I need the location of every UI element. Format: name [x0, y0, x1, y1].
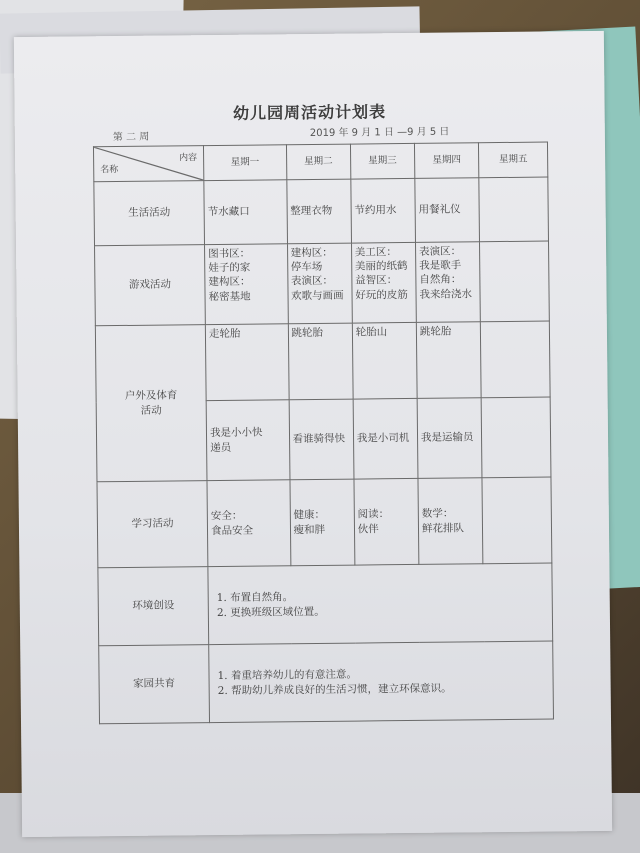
- learning-mon-line: 食品安全: [210, 524, 254, 537]
- environment-item: 1. 布置自然角。: [216, 591, 294, 605]
- weekly-plan-table: [93, 142, 554, 725]
- life-cell-wed: 节约用水: [351, 178, 416, 243]
- learning-cell-tue: [290, 479, 355, 566]
- outdoor2-thu-line: 我是运输员: [420, 431, 474, 445]
- outdoor2-wed-line: 我是小司机: [356, 432, 410, 445]
- play-mon-line: 秘密基地: [208, 290, 251, 303]
- learning-mon-line: 安全：: [210, 510, 243, 523]
- family-item: 2. 帮助幼儿养成良好的生活习惯，建立环保意识。: [217, 682, 452, 697]
- family-items: [209, 641, 554, 723]
- life-cell-mon: 节水藏口: [204, 180, 287, 245]
- outdoor2-cell-tue: [289, 399, 354, 480]
- outdoor2-cell-fri: [481, 397, 551, 478]
- learning-activity-row: [97, 477, 552, 568]
- play-wed-line: 好玩的皮筋: [355, 288, 408, 302]
- play-mon-line: 图书区：: [208, 247, 251, 261]
- corner-label-content: 内容: [179, 153, 198, 164]
- play-thu-line: 我来给浇水: [419, 287, 473, 301]
- family-item: 1. 着重培养幼儿的有意注意。: [217, 668, 357, 683]
- learning-wed-line: 阅读：: [357, 508, 390, 521]
- play-thu-line: 表演区：: [418, 245, 462, 258]
- plan-sheet: [14, 31, 612, 837]
- day-header-mon: 星期一: [204, 145, 287, 181]
- learning-cell-fri: [482, 477, 552, 564]
- outdoor2-cell-mon: [206, 400, 289, 481]
- outdoor1-cell-fri: [480, 321, 550, 398]
- learning-tue-line: 健康：: [293, 509, 325, 522]
- outdoor-label-line2: 活动: [140, 404, 162, 417]
- play-mon-line: 娃子的家: [208, 261, 251, 275]
- play-cell-wed: [351, 242, 416, 323]
- header-row: [93, 142, 547, 182]
- row-label-outdoor: [95, 325, 207, 482]
- life-cell-tue: 整理衣物: [286, 179, 351, 244]
- outdoor1-cell-wed: 轮胎山: [352, 322, 417, 399]
- day-header-wed: 星期三: [350, 143, 415, 179]
- life-cell-thu: 用餐礼仪: [415, 178, 480, 243]
- row-label-environment: 环境创设: [98, 567, 209, 646]
- outdoor2-mon-line: 递员: [210, 441, 232, 454]
- document-title: 幼儿园周活动计划表: [233, 102, 387, 123]
- outdoor2-mon-line: 我是小小快: [209, 426, 263, 440]
- row-label-family: 家园共育: [99, 645, 210, 724]
- family-row: [99, 641, 554, 724]
- outdoor1-cell-mon: 走轮胎: [205, 324, 288, 401]
- learning-thu-line: 数学：: [421, 507, 454, 521]
- play-cell-tue: [287, 243, 352, 324]
- day-header-fri: 星期五: [479, 142, 548, 178]
- outdoor2-tue-line: 看谁骑得快: [292, 433, 346, 446]
- learning-thu-line: 鲜花排队: [421, 521, 465, 535]
- outdoor2-cell-thu: [417, 398, 482, 479]
- environment-items: [208, 563, 553, 645]
- outdoor1-cell-tue: 跳轮胎: [288, 323, 353, 400]
- outdoor-label-line1: 户外及体育: [124, 389, 178, 403]
- play-thu-line: 我是歌手: [419, 259, 462, 273]
- play-tue-line: 建构区：: [290, 246, 333, 260]
- play-cell-thu: [415, 242, 480, 323]
- learning-cell-mon: [207, 480, 290, 567]
- row-label-play: 游戏活动: [95, 245, 206, 326]
- corner-label-name: 名称: [100, 164, 119, 176]
- learning-tue-line: 瘦和胖: [293, 523, 326, 536]
- play-mon-line: 建构区：: [208, 275, 251, 289]
- play-cell-mon: [205, 244, 288, 325]
- day-header-tue: 星期二: [286, 144, 351, 180]
- learning-cell-thu: [418, 478, 483, 565]
- outdoor1-cell-thu: 跳轮胎: [416, 322, 481, 399]
- life-cell-fri: [479, 177, 549, 242]
- outdoor2-cell-wed: [353, 398, 418, 479]
- outdoor-activity-row-1: [95, 321, 550, 402]
- play-tue-line: 停车场: [290, 261, 323, 274]
- week-label: 第 二 周: [112, 131, 150, 144]
- day-header-thu: 星期四: [414, 143, 479, 179]
- environment-item: 2. 更换班级区域位置。: [216, 605, 325, 619]
- learning-cell-wed: [354, 478, 419, 565]
- row-label-learning: 学习活动: [97, 481, 208, 568]
- play-wed-line: 美工区：: [354, 246, 397, 259]
- learning-wed-line: 伙伴: [357, 522, 379, 536]
- play-wed-line: 美丽的纸鹤: [354, 260, 408, 273]
- play-activity-row: [95, 241, 550, 326]
- play-tue-line: 表演区：: [290, 275, 334, 288]
- date-range: 2019 年 9 月 1 日 —9 月 5 日: [309, 126, 450, 140]
- life-activity-row: [94, 177, 549, 246]
- play-tue-line: 欢歌与画画: [291, 289, 344, 302]
- play-wed-line: 益智区：: [355, 274, 398, 287]
- play-thu-line: 自然角：: [419, 273, 462, 287]
- play-cell-fri: [480, 241, 550, 322]
- row-label-life: 生活活动: [94, 181, 205, 246]
- header-corner: [93, 146, 203, 182]
- environment-row: [98, 563, 553, 646]
